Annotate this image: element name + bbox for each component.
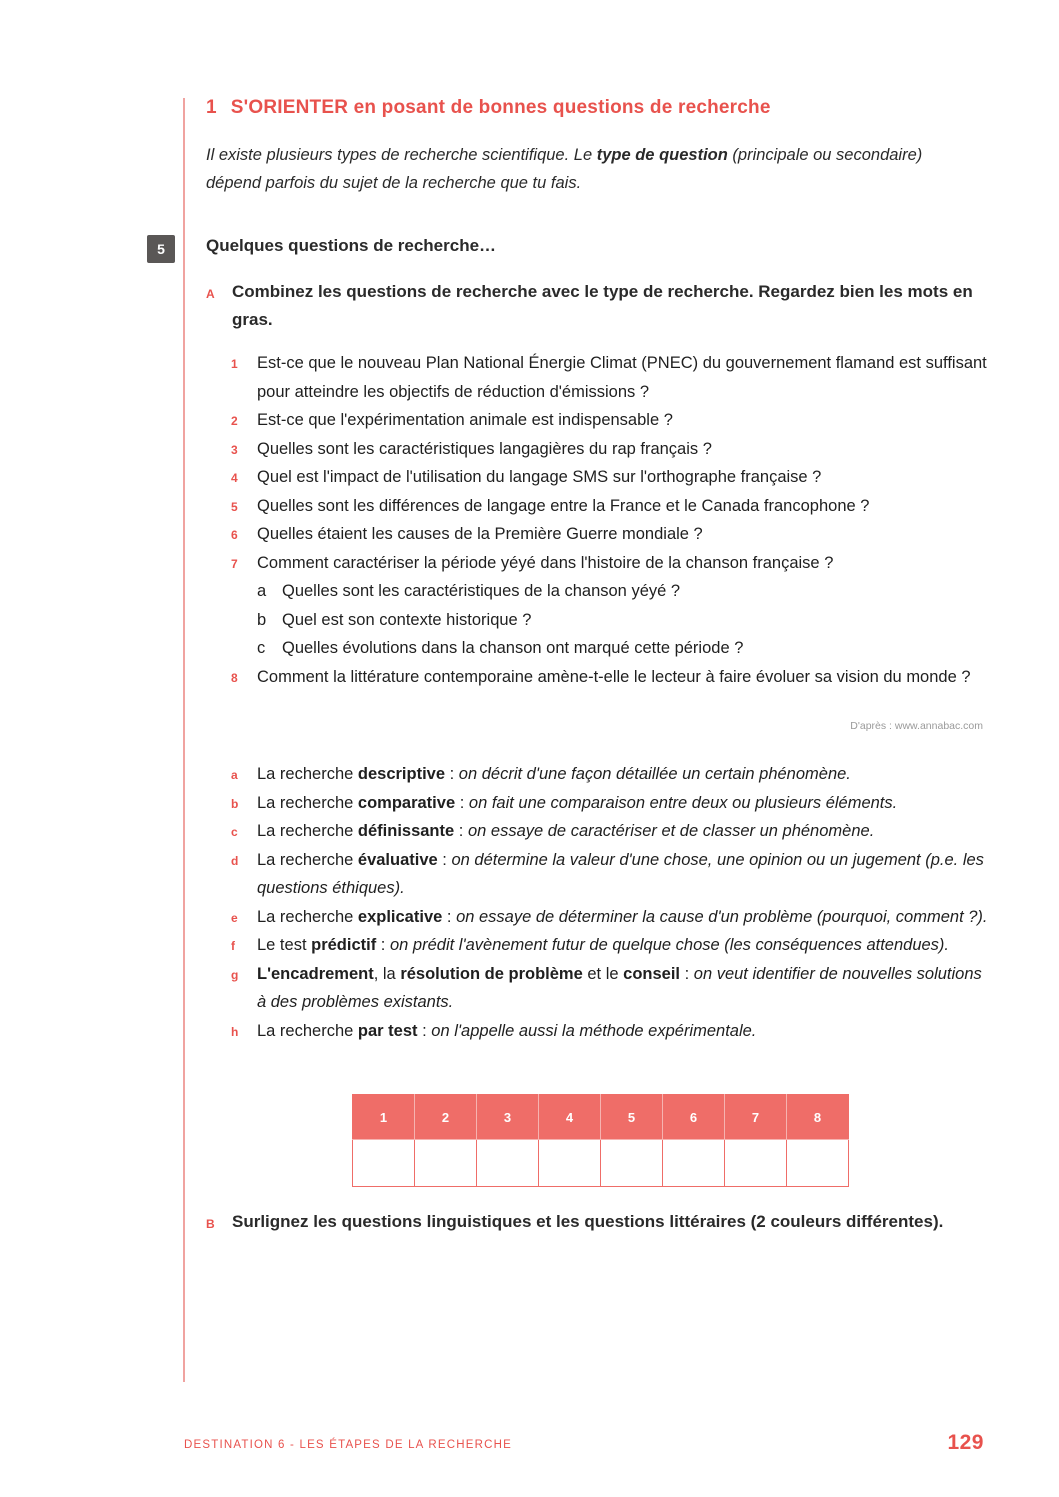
item-separator: : [454, 822, 468, 840]
intro-bold: type de question [596, 146, 728, 164]
item-letter: e [231, 910, 238, 925]
list-item [231, 435, 991, 464]
item-description: on décrit d'une façon détaillée un certain phénomène. [458, 765, 851, 783]
list-item [231, 903, 991, 932]
item-text: Comment caractériser la période yéyé dans l'histoire de la chanson française ? [257, 553, 834, 572]
item-keyword: par test [357, 1021, 418, 1040]
sub-list-item [231, 606, 991, 635]
item-number: 8 [231, 670, 238, 685]
task-letter: A [206, 287, 215, 301]
section-number: 1 [206, 97, 217, 118]
item-letter: b [231, 796, 239, 811]
task-instruction: Combinez les questions de recherche avec le type de recherche. Regardez bien les mots en gras. [232, 282, 973, 329]
column-header: 4 [539, 1095, 601, 1140]
item-keyword: comparative [357, 793, 456, 812]
item-keyword: L'encadrement [257, 964, 374, 983]
item-separator: : [417, 1021, 432, 1040]
item-description: on essaye de caractériser et de classer un phénomène. [467, 822, 875, 840]
item-keyword: prédictif [311, 936, 377, 954]
list-item [231, 663, 991, 692]
intro-text-2: (principale ou secondaire) dépend parfois du sujet de la recherche que tu fais. [206, 146, 923, 192]
item-number: 2 [231, 414, 238, 428]
section-title-text: S'ORIENTER en posant de bonnes questions de recherche [230, 97, 771, 118]
column-header: 3 [477, 1095, 539, 1140]
list-item [231, 789, 991, 818]
item-number: 3 [231, 442, 238, 457]
sub-item-text: Quelles sont les caractéristiques de la chanson yéyé ? [282, 582, 681, 600]
intro-paragraph [206, 141, 966, 197]
item-letter: a [231, 768, 238, 782]
item-description: on essaye de déterminer la cause d'un problème (pourquoi, comment ?). [456, 907, 988, 926]
intro-text-1: Il existe plusieurs types de recherche scientifique. Le [206, 146, 597, 164]
item-description: on détermine la valeur d'une chose, une opinion ou un jugement (p.e. les questions éthiques). [257, 850, 984, 897]
item-text: La recherche [257, 1021, 358, 1040]
list-item [231, 549, 991, 578]
item-text: La recherche [257, 907, 358, 926]
task-instruction: Surlignez les questions linguistiques et les questions littéraires (2 couleurs différentes). [232, 1212, 944, 1231]
task-letter: B [206, 1217, 215, 1231]
item-text: La recherche [257, 793, 358, 812]
table-header-row [353, 1095, 849, 1140]
item-text: La recherche [257, 822, 358, 840]
item-text: et le [582, 964, 624, 983]
item-letter: h [231, 1024, 239, 1039]
item-letter: f [231, 939, 235, 953]
list-item [231, 349, 991, 406]
sub-item-text: Quel est son contexte historique ? [282, 610, 532, 629]
answer-cell[interactable] [663, 1140, 725, 1187]
list-item [231, 406, 991, 435]
item-keyword: descriptive [357, 765, 446, 783]
page-number: 129 [947, 1431, 984, 1454]
item-separator: : [680, 964, 694, 983]
item-number: 1 [231, 357, 238, 371]
column-header: 2 [415, 1095, 477, 1140]
sub-item-letter: b [257, 610, 267, 629]
list-item [231, 520, 991, 549]
item-text: Comment la littérature contemporaine amène-t-elle le lecteur à faire évoluer sa vision du monde ? [257, 667, 971, 686]
item-separator: : [442, 907, 457, 926]
item-letter: c [231, 825, 238, 839]
list-item [231, 846, 991, 903]
sub-item-letter: c [257, 639, 266, 657]
item-letter: g [231, 967, 239, 982]
item-keyword: évaluative [357, 850, 438, 869]
footer-chapter: DESTINATION 6 - LES ÉTAPES DE LA RECHERCHE [184, 1439, 512, 1451]
item-text: Le test [257, 936, 312, 954]
item-separator: : [445, 765, 459, 783]
item-text: Quelles étaient les causes de la Première Guerre mondiale ? [257, 525, 703, 543]
item-text: Quelles sont les caractéristiques langagières du rap français ? [257, 439, 712, 458]
exercise-title: Quelques questions de recherche… [206, 236, 497, 255]
item-keyword: explicative [357, 907, 443, 926]
column-header: 6 [663, 1095, 725, 1140]
sub-list-item [231, 577, 991, 606]
item-text: La recherche [257, 765, 358, 783]
item-separator: : [455, 793, 469, 812]
column-header: 7 [725, 1095, 787, 1140]
answer-cell[interactable] [539, 1140, 601, 1187]
item-text: La recherche [257, 850, 358, 869]
item-text: Quelles sont les différences de langage entre la France et le Canada francophone ? [257, 496, 870, 515]
item-number: 4 [231, 471, 238, 485]
answer-cell[interactable] [725, 1140, 787, 1187]
item-description: on l'appelle aussi la méthode expérimentale. [431, 1021, 757, 1040]
item-keyword: définissante [357, 822, 455, 840]
list-item [231, 931, 991, 960]
column-header: 1 [353, 1095, 415, 1140]
column-header: 5 [601, 1095, 663, 1140]
list-item [231, 760, 991, 789]
task-a [206, 278, 986, 334]
answer-cell[interactable] [353, 1140, 415, 1187]
list-item [231, 1017, 991, 1046]
section-title [206, 97, 771, 119]
list-item [231, 463, 991, 492]
exercise-number-badge: 5 [147, 235, 175, 263]
research-types-list [231, 760, 991, 1045]
item-text: Est-ce que l'expérimentation animale est indispensable ? [257, 411, 673, 429]
answer-cell[interactable] [477, 1140, 539, 1187]
research-questions-list [231, 349, 991, 691]
list-item [231, 960, 991, 1017]
item-separator: : [437, 850, 452, 869]
item-letter: d [231, 853, 239, 868]
item-description: on veut identifier de nouvelles solutions à des problèmes existants. [257, 964, 982, 1011]
table-row [353, 1140, 849, 1187]
list-item [231, 492, 991, 521]
item-text: Quel est l'impact de l'utilisation du langage SMS sur l'orthographe française ? [257, 468, 822, 486]
answer-cell[interactable] [415, 1140, 477, 1187]
item-separator: : [376, 936, 390, 954]
item-keyword: conseil [623, 964, 680, 983]
column-header: 8 [787, 1095, 849, 1140]
sub-item-text: Quelles évolutions dans la chanson ont marqué cette période ? [282, 639, 744, 657]
item-description: on prédit l'avènement futur de quelque chose (les conséquences attendues). [389, 936, 950, 954]
item-keyword: résolution de problème [400, 964, 583, 983]
source-credit: D'après : www.annabac.com [850, 720, 983, 732]
answer-cell[interactable] [787, 1140, 849, 1187]
item-description: on fait une comparaison entre deux ou plusieurs éléments. [468, 793, 898, 812]
answer-cell[interactable] [601, 1140, 663, 1187]
sub-list-item [231, 634, 991, 663]
item-number: 6 [231, 528, 238, 542]
item-number: 5 [231, 499, 238, 514]
answer-table [352, 1094, 849, 1187]
margin-rule [183, 98, 185, 1382]
task-b [206, 1208, 986, 1236]
list-item [231, 817, 991, 846]
sub-item-letter: a [257, 582, 267, 600]
item-number: 7 [231, 556, 238, 571]
item-text: , la [373, 964, 401, 983]
item-text: Est-ce que le nouveau Plan National Énergie Climat (PNEC) du gouvernement flamand est suffisant pour atteindre les objectifs de réduction d'émissions ? [257, 354, 987, 401]
